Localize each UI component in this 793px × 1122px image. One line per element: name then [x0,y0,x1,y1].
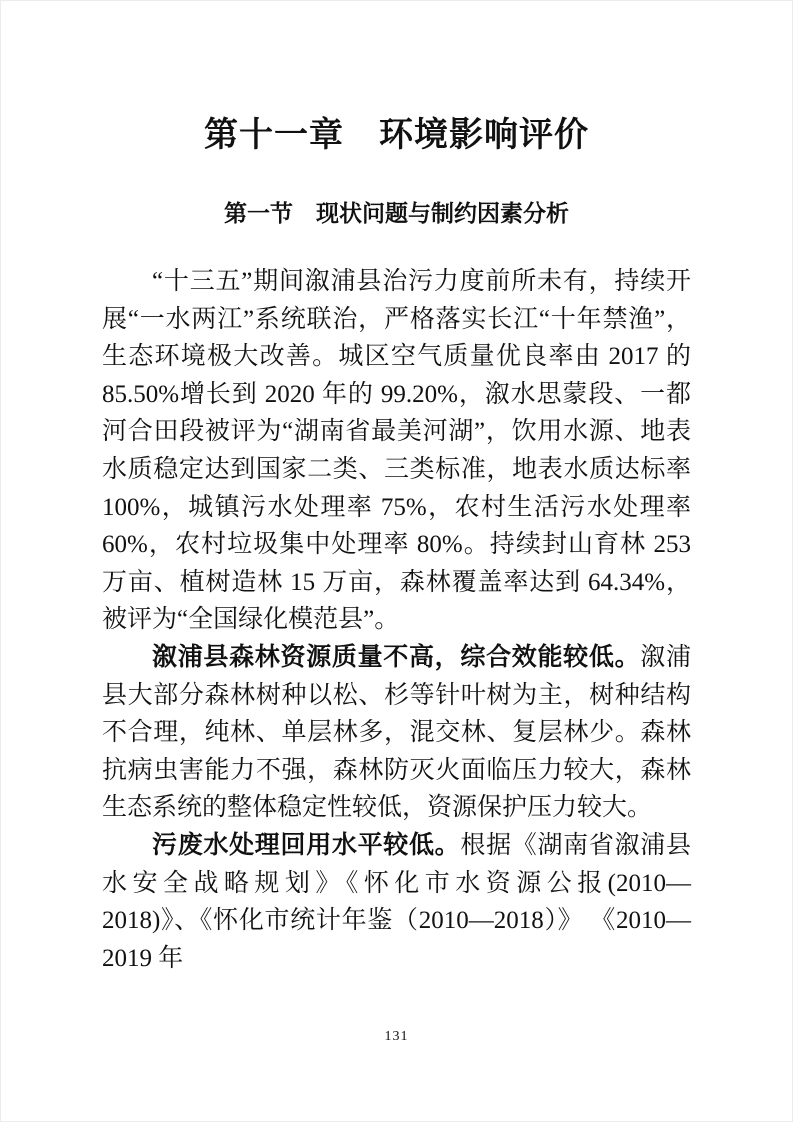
paragraph-text: 根据《湖南省溆浦县水安全战略规划》《怀化市水资源公报(2010—2018)》、《怀化市统计年鉴（2010—2018）》 《2010—2019 年 [102,831,691,972]
paragraph [102,639,691,827]
chapter-title: 第十一章 环境影响评价 [204,117,589,154]
paragraph-text: 溆浦县大部分森林树种以松、杉等针叶树为主，树种结构不合理，纯林、单层林多，混交林、复层林少。森林抗病虫害能力不强，森林防灭火面临压力较大，森林生态系统的整体稳定性较低，资源保护压力较大。 [102,643,691,822]
paragraph [102,827,691,977]
paragraph-lead: 溆浦县森林资源质量不高，综合效能较低。 [152,642,641,671]
paragraph-lead: 污废水处理回用水平较低。 [152,830,461,859]
paragraph-text: “十三五”期间溆浦县治污力度前所未有，持续开展“一水两江”系统联治，严格落实长江“十年禁渔”，生态环境极大改善。城区空气质量优良率由 2017 的 85.50%增长到 2020 年的 99.20%，溆水思蒙段、一都河合田段被评为“湖南省最美河湖”，饮用水源、地表水质稳定达到国家二类、三类标准，地表水质达标率 100%，城镇污水处理率 75%，农村生活污水处理率 60%，农村垃圾集中处理率 80%。持续封山育林 253 万亩、植树造林 15 万亩，森林覆盖率达到 64.34%，被评为“全国绿化模范县”。 [102,268,691,634]
page-number: 131 [384,1029,409,1044]
document-body [102,263,691,977]
section-title: 第一节 现状问题与制约因素分析 [224,200,569,226]
paragraph [102,263,691,639]
